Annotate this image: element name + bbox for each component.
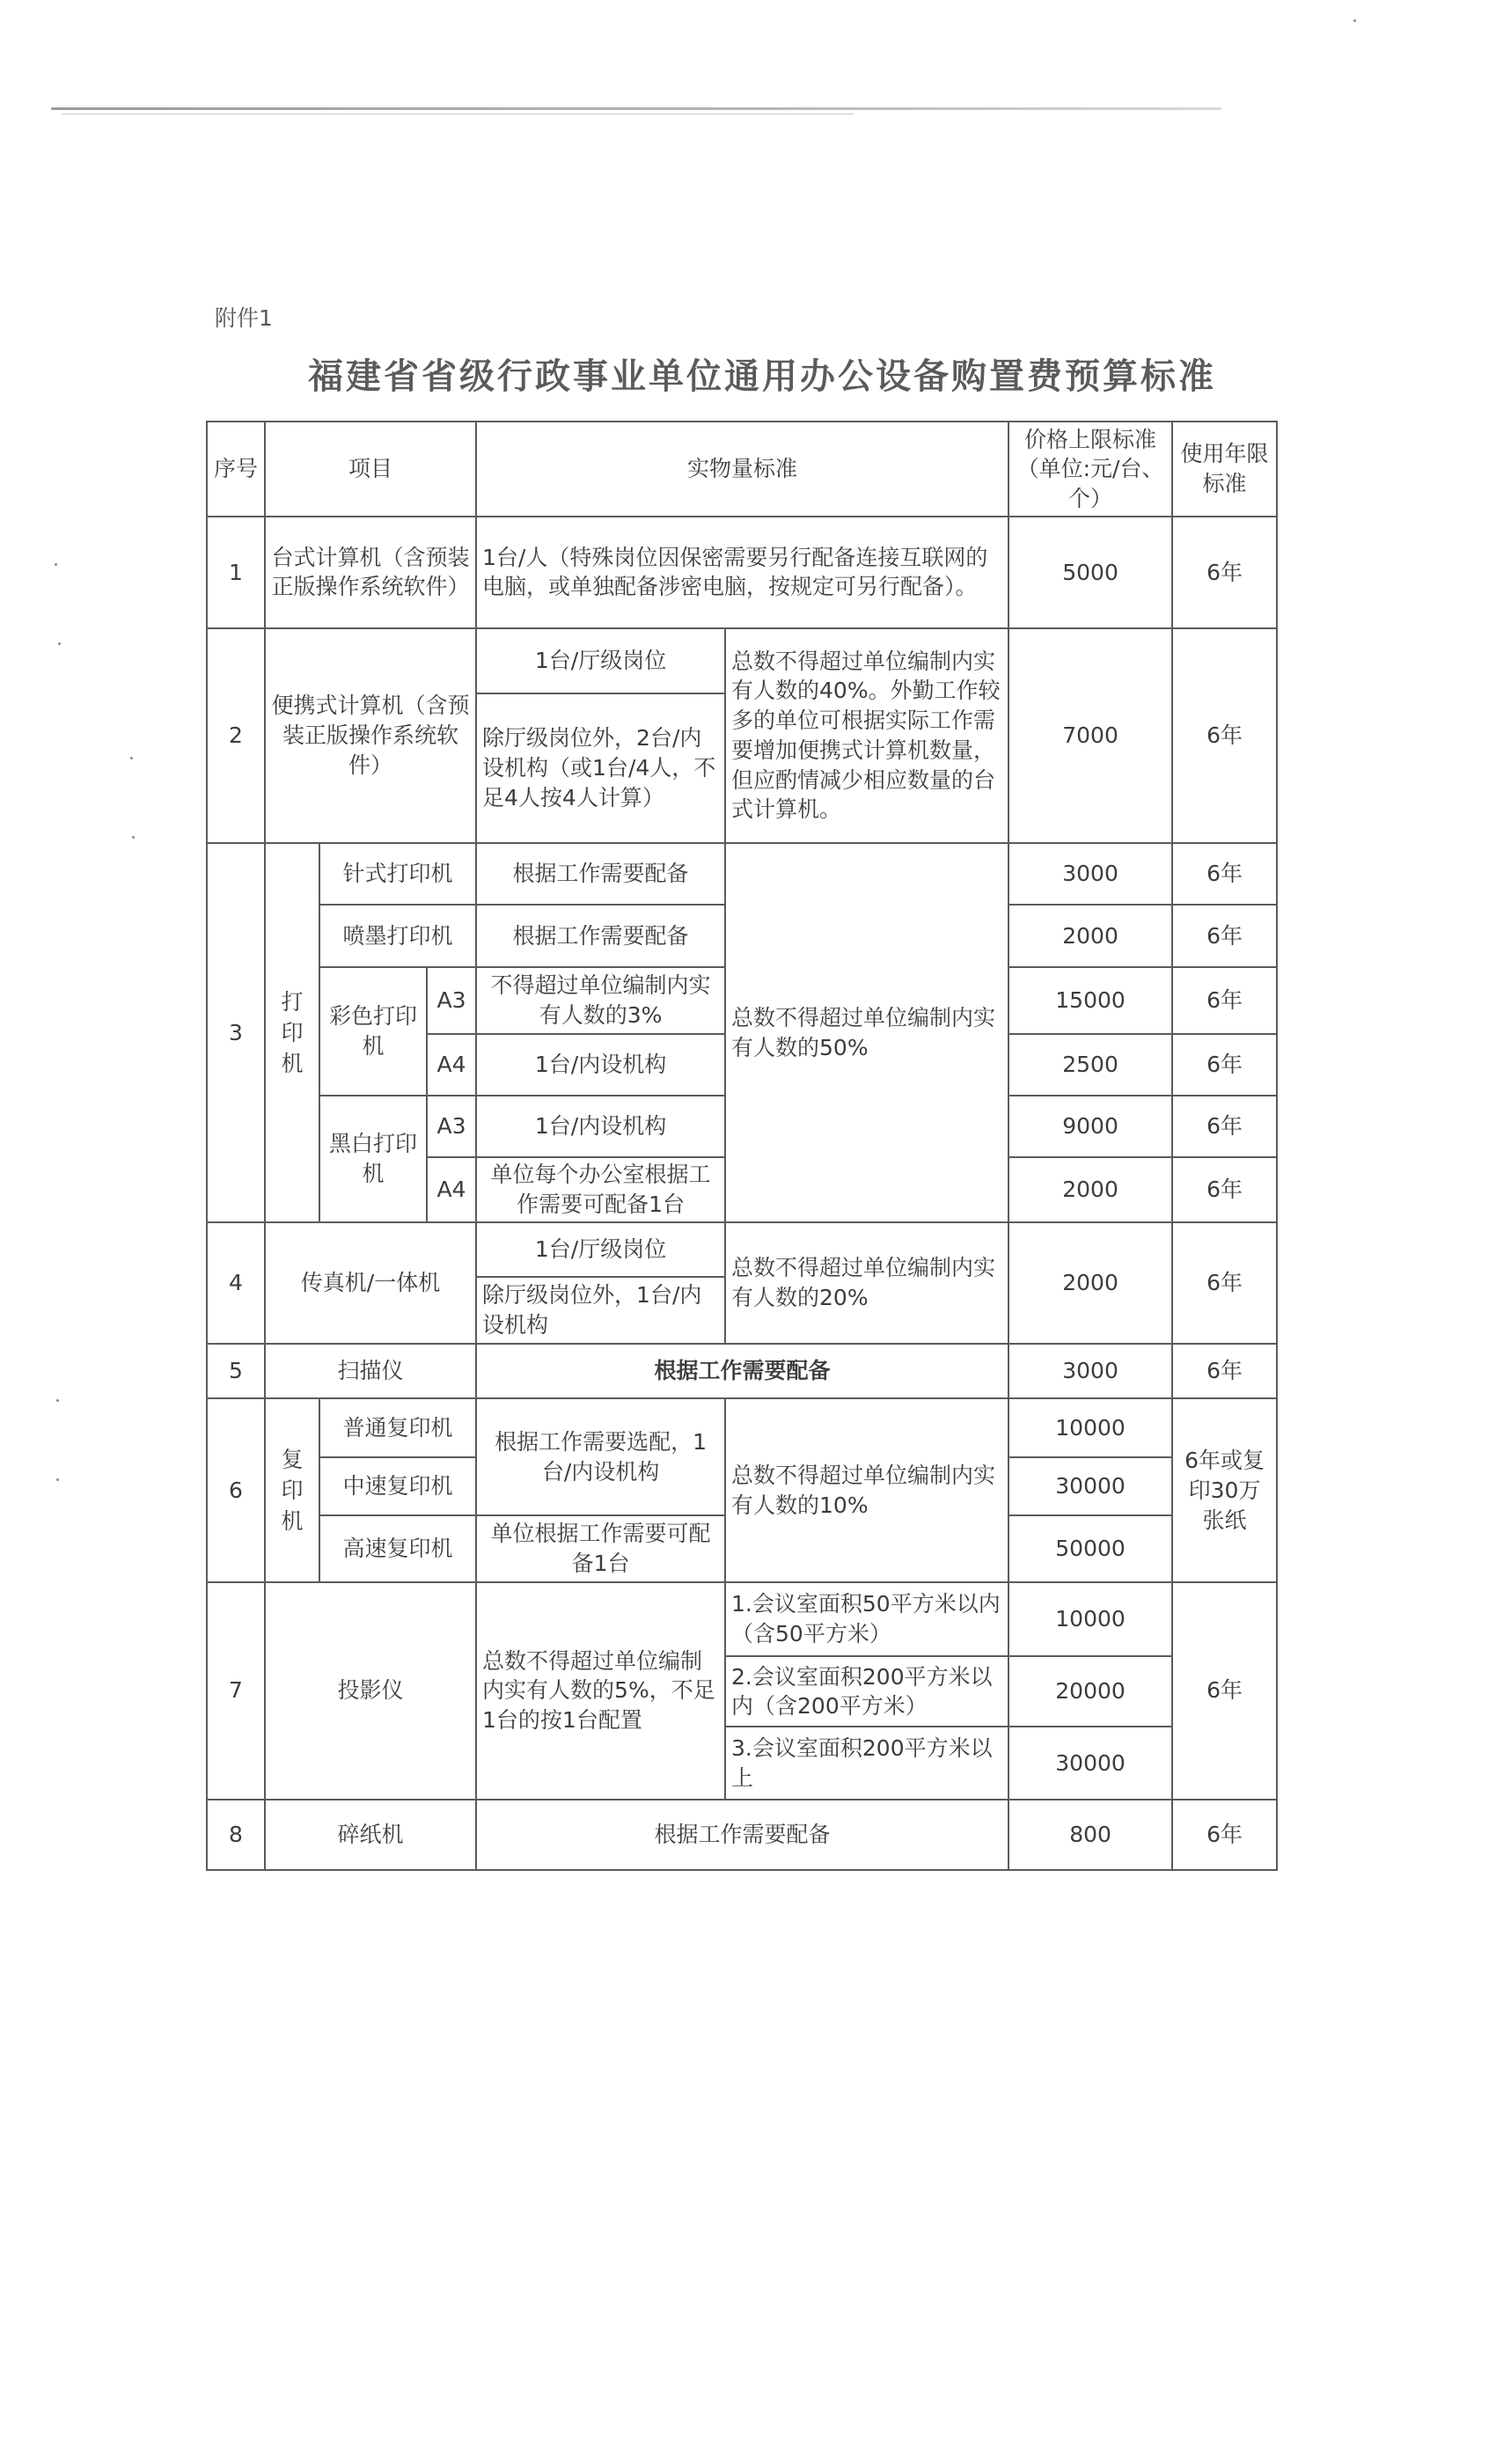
row-years: 6年	[1172, 1222, 1277, 1344]
room-size-condition: 3.会议室面积200平方米以上	[725, 1727, 1008, 1799]
row-price: 800	[1008, 1800, 1172, 1870]
paper-size: A3	[427, 1096, 476, 1157]
paper-size: A4	[427, 1034, 476, 1096]
header-seq: 序号	[207, 422, 265, 517]
row-item: 台式计算机（含预装正版操作系统软件）	[265, 517, 476, 627]
row-price: 2000	[1008, 1157, 1172, 1222]
row-years: 6年	[1172, 1096, 1277, 1157]
row-quantity: 根据工作需要配备	[476, 905, 725, 966]
row-quantity: 根据工作需要配备	[476, 843, 725, 905]
row-seq: 7	[207, 1582, 265, 1800]
row-quantity: 1台/厅级岗位	[476, 628, 725, 693]
printer-type: 喷墨打印机	[319, 905, 476, 966]
row-seq: 5	[207, 1344, 265, 1398]
row-total-limit: 总数不得超过单位编制内实有人数的20%	[725, 1222, 1008, 1344]
row-years: 6年	[1172, 843, 1277, 905]
table-header-row	[207, 422, 1277, 517]
scan-speck	[55, 563, 57, 566]
row-price: 3000	[1008, 1344, 1172, 1398]
attachment-label: 附件1	[215, 305, 273, 331]
row-item: 扫描仪	[265, 1344, 476, 1398]
table-row	[207, 1582, 1277, 1656]
row-total-limit: 总数不得超过单位编制内实有人数的50%	[725, 843, 1008, 1222]
row-quantity: 根据工作需要选配，1台/内设机构	[476, 1398, 725, 1514]
scan-speck	[58, 642, 61, 645]
table-row	[207, 1398, 1277, 1456]
row-quantity: 不得超过单位编制内实有人数的3%	[476, 967, 725, 1034]
room-size-condition: 1.会议室面积50平方米以内（含50平方米）	[725, 1582, 1008, 1656]
copier-type: 中速复印机	[319, 1457, 476, 1515]
row-price: 15000	[1008, 967, 1172, 1034]
table-row	[207, 1222, 1277, 1277]
row-price: 2000	[1008, 1222, 1172, 1344]
copier-group-label: 复印机	[265, 1398, 319, 1582]
row-price: 2500	[1008, 1034, 1172, 1096]
row-price: 10000	[1008, 1398, 1172, 1456]
table-row	[207, 517, 1277, 627]
row-total-limit: 总数不得超过单位编制内实有人数的40%。外勤工作较多的单位可根据实际工作需要增加便携式计算机数量，但应酌情减少相应数量的台式计算机。	[725, 628, 1008, 844]
scan-speck	[56, 1399, 59, 1402]
row-years: 6年	[1172, 1034, 1277, 1096]
document-title: 福建省省级行政事业单位通用办公设备购置费预算标准	[308, 356, 1216, 397]
table-row	[207, 1344, 1277, 1398]
row-quantity: 根据工作需要配备	[476, 1800, 1008, 1870]
row-item: 便携式计算机（含预装正版操作系统软件）	[265, 628, 476, 844]
printer-group-label: 打印机	[265, 843, 319, 1222]
header-price-limit: 价格上限标准（单位:元/台、个）	[1008, 422, 1172, 517]
row-quantity: 总数不得超过单位编制内实有人数的5%，不足1台的按1台配置	[476, 1582, 725, 1800]
row-quantity: 单位每个办公室根据工作需要可配备1台	[476, 1157, 725, 1222]
row-total-limit: 总数不得超过单位编制内实有人数的10%	[725, 1398, 1008, 1582]
row-price: 30000	[1008, 1727, 1172, 1799]
table-row	[207, 843, 1277, 905]
row-seq: 6	[207, 1398, 265, 1582]
row-quantity: 1台/内设机构	[476, 1096, 725, 1157]
paper-size: A4	[427, 1157, 476, 1222]
row-price: 5000	[1008, 517, 1172, 627]
row-price: 20000	[1008, 1656, 1172, 1727]
row-price: 10000	[1008, 1582, 1172, 1656]
row-price: 3000	[1008, 843, 1172, 905]
row-price: 9000	[1008, 1096, 1172, 1157]
row-seq: 4	[207, 1222, 265, 1344]
table-row	[207, 628, 1277, 693]
row-item: 投影仪	[265, 1582, 476, 1800]
row-years: 6年	[1172, 1582, 1277, 1800]
table-row	[207, 1800, 1277, 1870]
copier-type: 高速复印机	[319, 1515, 476, 1582]
row-seq: 8	[207, 1800, 265, 1870]
row-seq: 2	[207, 628, 265, 844]
row-quantity: 1台/人（特殊岗位因保密需要另行配备连接互联网的电脑，或单独配备涉密电脑，按规定可另行配备）。	[476, 517, 1008, 627]
copier-type: 普通复印机	[319, 1398, 476, 1456]
row-seq: 1	[207, 517, 265, 627]
scan-speck	[56, 1478, 59, 1481]
row-item: 碎纸机	[265, 1800, 476, 1870]
row-quantity: 1台/内设机构	[476, 1034, 725, 1096]
row-years: 6年	[1172, 517, 1277, 627]
printer-type: 彩色打印机	[319, 967, 427, 1096]
row-price: 7000	[1008, 628, 1172, 844]
row-years: 6年	[1172, 1344, 1277, 1398]
header-service-years: 使用年限标准	[1172, 422, 1277, 517]
scan-speck	[1353, 19, 1356, 22]
row-quantity: 除厅级岗位外，2台/内设机构（或1台/4人，不足4人按4人计算）	[476, 693, 725, 843]
row-years: 6年或复印30万张纸	[1172, 1398, 1277, 1582]
row-quantity: 单位根据工作需要可配备1台	[476, 1515, 725, 1582]
row-price: 50000	[1008, 1515, 1172, 1582]
row-quantity: 除厅级岗位外，1台/内设机构	[476, 1277, 725, 1344]
budget-standard-table	[206, 421, 1278, 1871]
row-quantity: 1台/厅级岗位	[476, 1222, 725, 1277]
row-price: 30000	[1008, 1457, 1172, 1515]
scan-top-rule	[51, 107, 1221, 110]
header-quantity-standard: 实物量标准	[476, 422, 1008, 517]
row-years: 6年	[1172, 628, 1277, 844]
row-years: 6年	[1172, 905, 1277, 966]
row-years: 6年	[1172, 1800, 1277, 1870]
scan-speck	[130, 757, 133, 759]
row-price: 2000	[1008, 905, 1172, 966]
row-seq: 3	[207, 843, 265, 1222]
paper-size: A3	[427, 967, 476, 1034]
row-years: 6年	[1172, 1157, 1277, 1222]
printer-type: 黑白打印机	[319, 1096, 427, 1222]
header-item: 项目	[265, 422, 476, 517]
row-quantity: 根据工作需要配备	[476, 1344, 1008, 1398]
scan-speck	[132, 836, 135, 839]
room-size-condition: 2.会议室面积200平方米以内（含200平方米）	[725, 1656, 1008, 1727]
printer-type: 针式打印机	[319, 843, 476, 905]
row-item: 传真机/一体机	[265, 1222, 476, 1344]
row-years: 6年	[1172, 967, 1277, 1034]
